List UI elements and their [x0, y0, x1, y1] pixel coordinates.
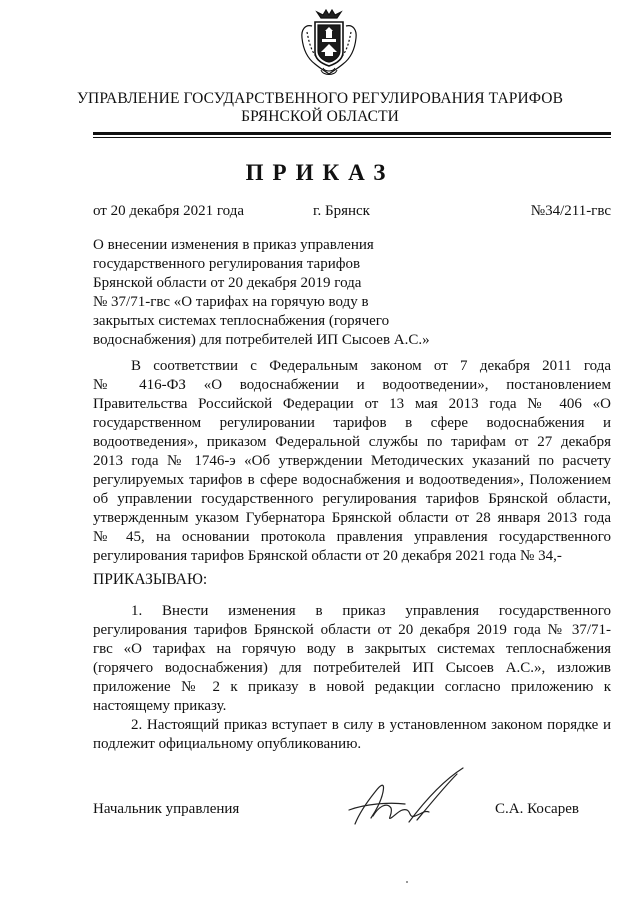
item-line: подлежит официальному опубликованию.	[93, 736, 362, 752]
signatory-position: Начальник управления	[93, 801, 240, 817]
preamble-line: № 45, на основании протокола правления управления государственного	[93, 529, 611, 545]
preamble-line: об управлении государственного регулирования тарифов Брянской области,	[93, 491, 611, 507]
item-line: регулирования тарифов Брянской области от 20 декабря 2019 года № 37/71-	[93, 622, 611, 638]
order-date: от 20 декабря 2021 года	[93, 203, 245, 219]
preamble-paragraph	[93, 357, 611, 566]
preamble-line: государственном регулировании тарифов в сфере водоснабжения и	[93, 415, 611, 431]
item-line: приложение № 2 к приказу в новой редакции согласно приложению к	[93, 679, 611, 695]
order-directive: ПРИКАЗЫВАЮ:	[93, 571, 208, 588]
preamble-line: Правительства Российской Федерации от 13 мая 2013 года № 406 «О	[93, 396, 611, 412]
subject-line: О внесении изменения в приказ управления	[93, 237, 374, 253]
subject-block	[93, 236, 430, 350]
coat-of-arms-icon	[299, 8, 359, 78]
header-divider-thin	[93, 137, 611, 138]
preamble-line: регулирования тарифов Брянской области от 20 декабря 2021 года № 34,-	[93, 548, 562, 564]
header-divider-thick	[93, 132, 611, 135]
subject-line: водоснабжения) для потребителей ИП Сысоев А.С.»	[93, 332, 430, 348]
subject-line: Брянской области от 20 декабря 2019 года	[93, 275, 362, 291]
preamble-line: В соответствии с Федеральным законом от 7 декабря 2011 года	[131, 358, 611, 374]
item-line: гвс «О тарифах на горячую воду в закрытых системах теплоснабжения	[93, 641, 611, 657]
signatory-name: С.А. Косарев	[495, 801, 579, 817]
handwritten-signature	[345, 762, 475, 832]
item-line: 2. Настоящий приказ вступает в силу в установленном законом порядке и	[131, 717, 611, 733]
item-line: настоящему приказу.	[93, 698, 227, 714]
preamble-line: водоотведения», приказом Федеральной службы по тарифам от 27 декабря	[93, 434, 611, 450]
item-line: 1. Внести изменения в приказ управления государственного	[131, 603, 611, 619]
subject-line: государственного регулирования тарифов	[93, 256, 361, 272]
preamble-line: № 416-ФЗ «О водоснабжении и водоотведении», постановлением	[93, 377, 611, 393]
order-city: г. Брянск	[313, 203, 370, 219]
agency-name-line1: УПРАВЛЕНИЕ ГОСУДАРСТВЕННОГО РЕГУЛИРОВАНИЯ ТАРИФОВ	[76, 90, 564, 107]
order-item-1	[93, 602, 611, 716]
preamble-line: 2013 года № 1746-э «Об утверждении Методических указаний по расчету	[93, 453, 611, 469]
scan-speck	[406, 881, 408, 883]
item-line: (горячего водоснабжения) для потребителей ИП Сысоев А.С.», изложив	[93, 660, 611, 676]
preamble-line: утвержденным указом Губернатора Брянской области от 28 января 2013 года	[93, 510, 611, 526]
order-item-2	[93, 716, 611, 754]
subject-line: № 37/71-гвс «О тарифах на горячую воду в	[93, 294, 369, 310]
document-title: ПРИКАЗ	[245, 160, 395, 185]
subject-line: закрытых системах теплоснабжения (горячего	[93, 313, 390, 329]
agency-name-line2: БРЯНСКОЙ ОБЛАСТИ	[241, 108, 399, 125]
preamble-line: регулируемых тарифов в сфере водоснабжения и водоотведения», Положением	[93, 472, 611, 488]
order-number: №34/211-гвс	[530, 203, 611, 219]
